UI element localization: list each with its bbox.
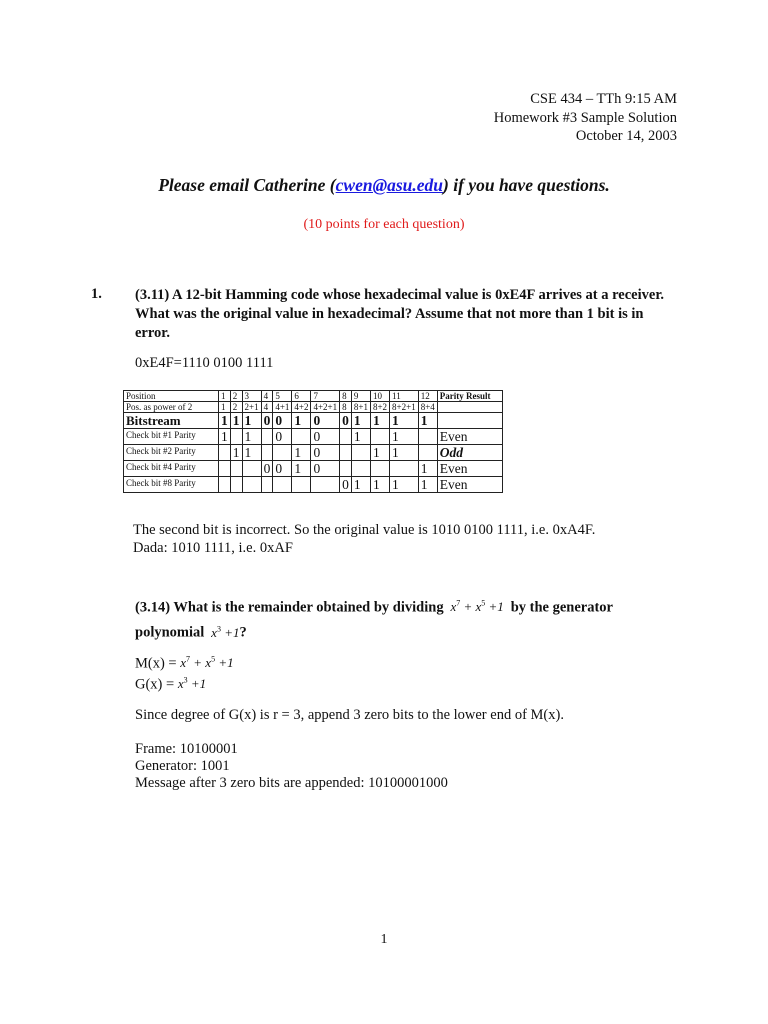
table-cell: 7 [311, 391, 340, 402]
table-cell: 8+2 [370, 402, 389, 413]
points-note: (10 points for each question) [303, 217, 465, 232]
table-cell [311, 477, 340, 493]
table-cell: 12 [418, 391, 437, 402]
frame-line: Frame: 10100001 [135, 741, 238, 757]
table-cell: 8 [340, 391, 352, 402]
table-cell: 1 [219, 413, 231, 429]
math-g: $x^3 +1$ [207, 624, 240, 640]
table-cell: 1 [219, 402, 231, 413]
contact-prefix: Please email Catherine ( [158, 175, 336, 195]
table-cell: 4 [261, 391, 273, 402]
table-cell: 1 [242, 429, 261, 445]
contact-line [0, 175, 768, 196]
table-cell [219, 445, 231, 461]
table-cell [261, 445, 273, 461]
table-cell: 0 [273, 413, 292, 429]
table-cell: 1 [230, 413, 242, 429]
table-cell: 0 [273, 429, 292, 445]
table-cell: 3 [242, 391, 261, 402]
table-cell [292, 429, 311, 445]
table-cell: 0 [273, 461, 292, 477]
table-cell: 0 [311, 461, 340, 477]
table-cell: 1 [219, 429, 231, 445]
table-cell: 4+2 [292, 402, 311, 413]
table-cell: 1 [292, 461, 311, 477]
table-cell: 1 [390, 445, 419, 461]
m-expr: $x^7 + x^5 +1$ [180, 655, 234, 671]
question-1-text: (3.11) A 12-bit Hamming code whose hexadecimal value is 0xE4F arrives at a receiver. What was the original value in hexadecimal? Assume that not more than 1 bit is in error. [135, 287, 665, 341]
doc-date: October 14, 2003 [575, 128, 677, 144]
row-label: Check bit #4 Parity [124, 461, 219, 477]
answer-line: The second bit is incorrect. So the original value is 1010 0100 1111, i.e. 0xA4F. [133, 522, 596, 538]
row-label: Check bit #8 Parity [124, 477, 219, 493]
table-cell: 11 [390, 391, 419, 402]
table-cell: 1 [370, 413, 389, 429]
table-cell [351, 445, 370, 461]
m-label: M(x) = [135, 655, 177, 672]
q2-mid: by the generator polynomial [135, 599, 613, 641]
table-cell: 2 [230, 402, 242, 413]
table-cell: 0 [311, 429, 340, 445]
parity-result: Odd [437, 445, 502, 461]
table-row [124, 391, 503, 402]
table-cell [370, 461, 389, 477]
table-cell: 1 [370, 477, 389, 493]
table-cell [340, 461, 352, 477]
table-cell: 8 [340, 402, 352, 413]
row-label: Check bit #2 Parity [124, 445, 219, 461]
table-cell: 0 [261, 413, 273, 429]
table-cell: 6 [292, 391, 311, 402]
g-expr: $x^3 +1$ [177, 676, 207, 692]
table-row [124, 477, 503, 493]
table-row [124, 429, 503, 445]
table-cell [261, 477, 273, 493]
email-link[interactable]: cwen@asu.edu [335, 175, 444, 195]
q2-intro: (3.14) What is the remainder obtained by dividing [135, 599, 444, 616]
degree-note: Since degree of G(x) is r = 3, append 3 zero bits to the lower end of M(x). [135, 707, 564, 723]
table-cell: 4+1 [273, 402, 292, 413]
page-number: 1 [380, 932, 388, 947]
g-definition [135, 672, 206, 693]
row-label: Bitstream [124, 413, 219, 429]
frame-block [135, 741, 448, 792]
table-cell [340, 429, 352, 445]
table-cell: 2 [230, 391, 242, 402]
table-cell: 1 [370, 445, 389, 461]
hamming-table [123, 390, 503, 493]
parity-result [437, 413, 502, 429]
contact-suffix: ) if you have questions. [443, 175, 610, 195]
table-cell [219, 477, 231, 493]
table-cell [273, 477, 292, 493]
table-cell: 0 [340, 413, 352, 429]
table-row [124, 461, 503, 477]
table-cell [242, 477, 261, 493]
table-cell: 1 [292, 413, 311, 429]
table-cell: 0 [311, 445, 340, 461]
table-row [124, 402, 503, 413]
parity-result: Even [437, 461, 502, 477]
parity-result [437, 402, 502, 413]
table-cell: 5 [273, 391, 292, 402]
table-cell: 10 [370, 391, 389, 402]
doc-title: Homework #3 Sample Solution [493, 109, 677, 126]
table-cell [418, 429, 437, 445]
math-m: $x^7 + x^5 +1$ [447, 599, 508, 615]
table-cell: 1 [351, 429, 370, 445]
table-cell [242, 461, 261, 477]
table-cell [261, 429, 273, 445]
parity-result: Parity Result [437, 391, 502, 402]
parity-result: Even [437, 477, 502, 493]
table-cell [273, 445, 292, 461]
table-cell: 8+2+1 [390, 402, 419, 413]
table-cell: 1 [390, 413, 419, 429]
m-definition [135, 651, 234, 672]
table-cell: 2+1 [242, 402, 261, 413]
table-cell: 1 [418, 413, 437, 429]
table-cell: 4+2+1 [311, 402, 340, 413]
table-cell: 1 [242, 445, 261, 461]
table-cell: 4 [261, 402, 273, 413]
table-cell [390, 461, 419, 477]
answer-line-data: Dada: 1010 1111, i.e. 0xAF [133, 539, 293, 556]
table-row [124, 413, 503, 429]
question-number: 1. [91, 286, 102, 302]
table-cell [230, 429, 242, 445]
table-cell [230, 477, 242, 493]
table-cell [230, 461, 242, 477]
table-cell [370, 429, 389, 445]
row-label: Check bit #1 Parity [124, 429, 219, 445]
table-cell: 8+4 [418, 402, 437, 413]
g-label: G(x) = [135, 676, 175, 693]
table-row [124, 445, 503, 461]
table-cell [351, 461, 370, 477]
table-cell: 9 [351, 391, 370, 402]
generator-line: Generator: 1001 [135, 758, 230, 774]
q2-end: ? [239, 624, 247, 641]
hex-conversion: 0xE4F=1110 0100 1111 [135, 355, 274, 371]
table-cell: 1 [351, 413, 370, 429]
table-cell: 1 [418, 461, 437, 477]
row-label: Pos. as power of 2 [124, 402, 219, 413]
table-cell: 1 [292, 445, 311, 461]
table-cell: 1 [390, 429, 419, 445]
table-cell: 1 [242, 413, 261, 429]
table-cell: 1 [418, 477, 437, 493]
message-line: Message after 3 zero bits are appended: 10100001000 [135, 775, 448, 791]
table-cell: 0 [261, 461, 273, 477]
table-cell: 1 [219, 391, 231, 402]
table-cell: 0 [311, 413, 340, 429]
table-cell: 8+1 [351, 402, 370, 413]
doc-header [494, 90, 677, 146]
question-2-text [135, 593, 680, 644]
table-cell [418, 445, 437, 461]
table-cell [292, 477, 311, 493]
table-cell: 1 [230, 445, 242, 461]
question-1-answer [133, 522, 595, 557]
table-cell: 0 [340, 477, 352, 493]
parity-result: Even [437, 429, 502, 445]
table-cell [340, 445, 352, 461]
table-cell [219, 461, 231, 477]
course-line: CSE 434 – TTh 9:15 AM [530, 91, 677, 107]
row-label: Position [124, 391, 219, 402]
table-cell: 1 [351, 477, 370, 493]
table-cell: 1 [390, 477, 419, 493]
